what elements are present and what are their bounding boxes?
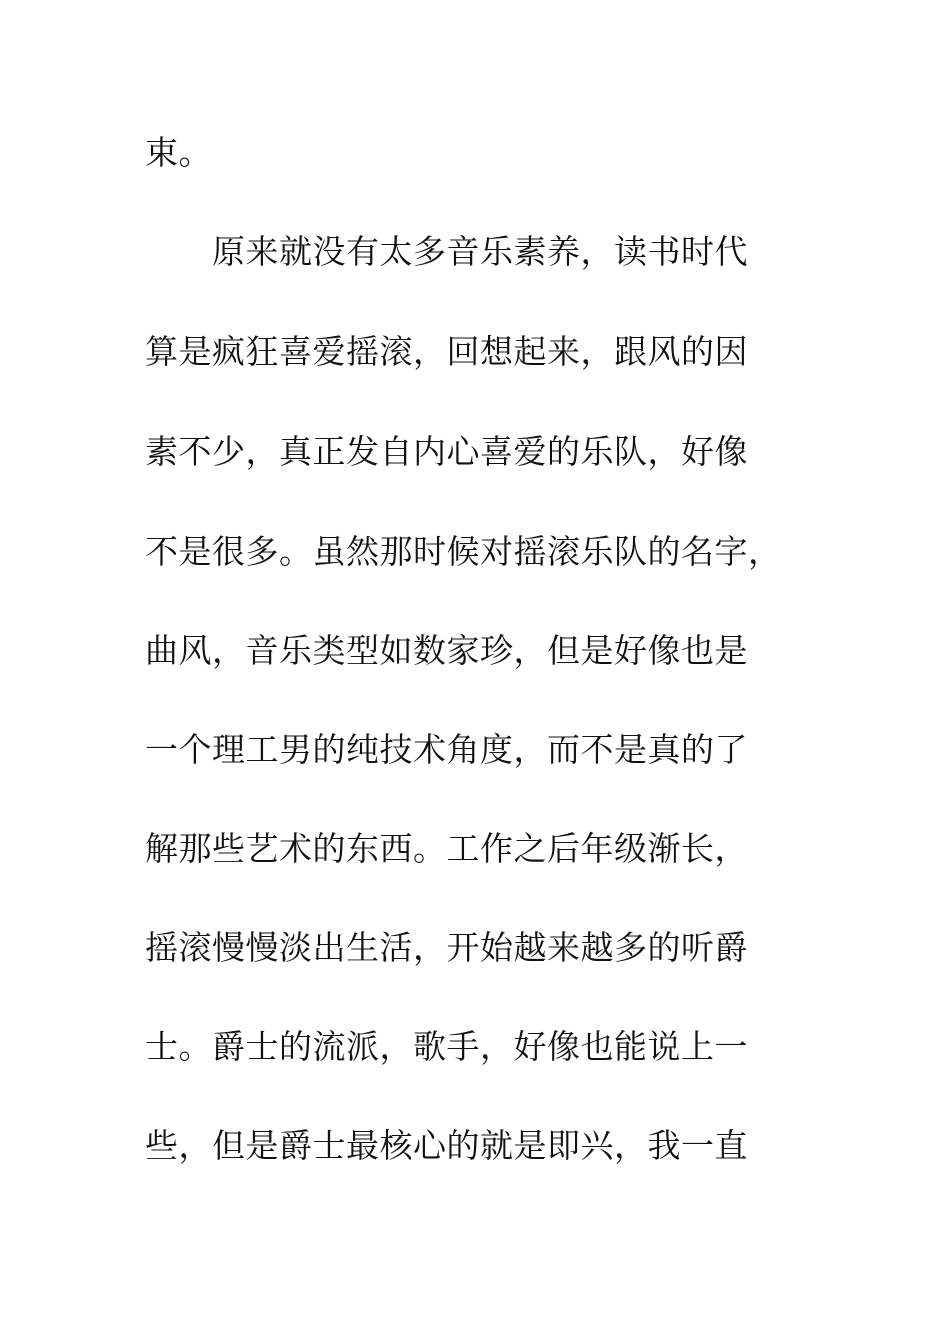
text-line-7: 一个理工男的纯技术角度，而不是真的了 xyxy=(145,730,748,769)
text-line-1: 束。 xyxy=(145,133,212,172)
text-line-3: 算是疯狂喜爱摇滚，回想起来，跟风的因 xyxy=(145,332,748,371)
text-line-5: 不是很多。虽然那时候对摇滚乐队的名字， xyxy=(145,532,782,571)
text-line-9: 摇滚慢慢淡出生活，开始越来越多的听爵 xyxy=(145,928,748,967)
text-line-10: 士。爵士的流派，歌手，好像也能说上一 xyxy=(145,1027,748,1066)
text-line-4: 素不少，真正发自内心喜爱的乐队，好像 xyxy=(145,432,748,471)
text-line-11: 些，但是爵士最核心的就是即兴，我一直 xyxy=(145,1126,748,1165)
text-line-8: 解那些艺术的东西。工作之后年级渐长， xyxy=(145,829,748,868)
text-line-6: 曲风，音乐类型如数家珍，但是好像也是 xyxy=(145,631,748,670)
text-line-2: 原来就没有太多音乐素养，读书时代 xyxy=(212,232,748,271)
